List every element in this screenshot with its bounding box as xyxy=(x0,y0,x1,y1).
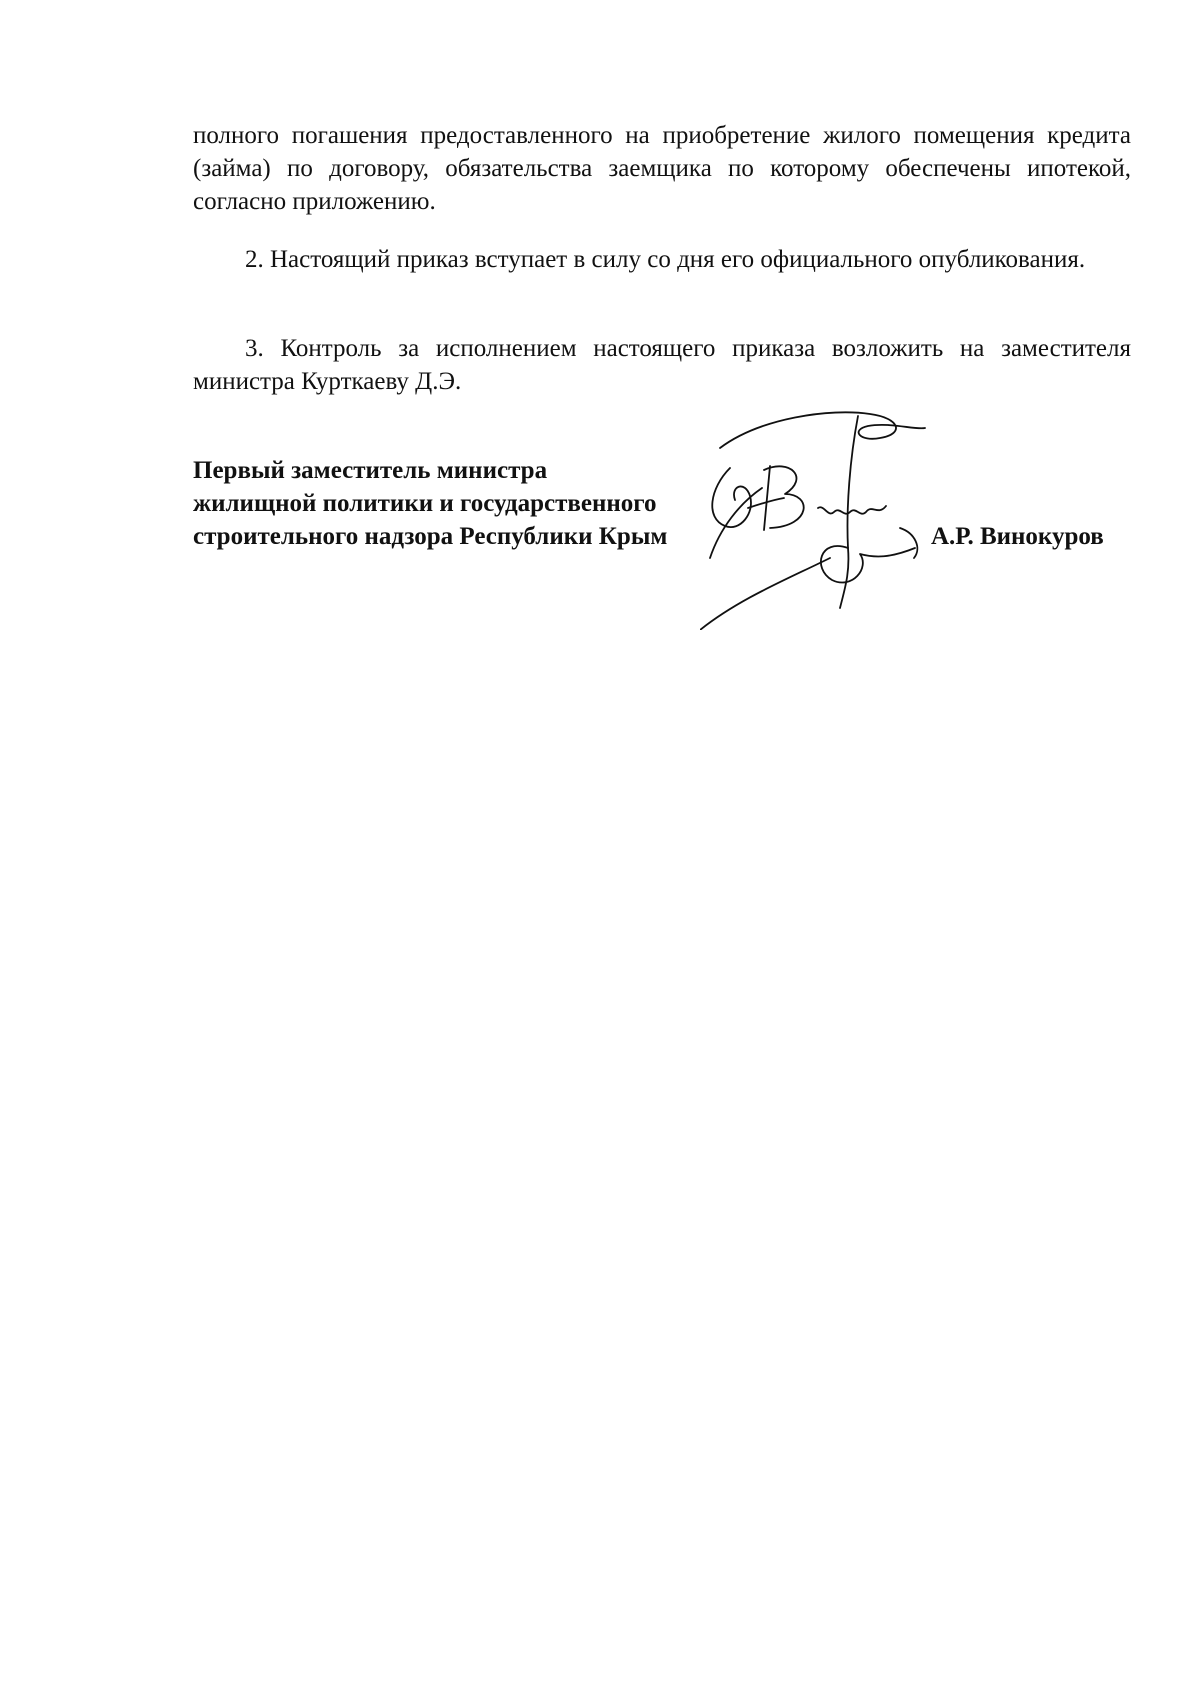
position-line-1: Первый заместитель министра xyxy=(193,457,548,484)
position-line-3: строительного надзора Республики Крым xyxy=(193,523,668,550)
signer-name: А.Р. Винокуров xyxy=(931,523,1104,550)
paragraph-item-2: 2. Настоящий приказ вступает в силу со дня его официального опубликования. xyxy=(245,246,1086,273)
signatory-position xyxy=(193,454,667,553)
position-line-2: жилищной политики и государственного xyxy=(193,490,657,517)
paragraph-continuation: полного погашения предоставленного на приобретение жилого помещения кредита (займа) по договору, обязательства заемщика по которому обеспечены ипотекой, согласно приложению. xyxy=(193,122,1131,215)
handwritten-signature xyxy=(700,408,970,630)
paragraph-item-3: 3. Контроль за исполнением настоящего приказа возложить на заместителя министра Курткаеву Д.Э. xyxy=(193,335,1131,395)
